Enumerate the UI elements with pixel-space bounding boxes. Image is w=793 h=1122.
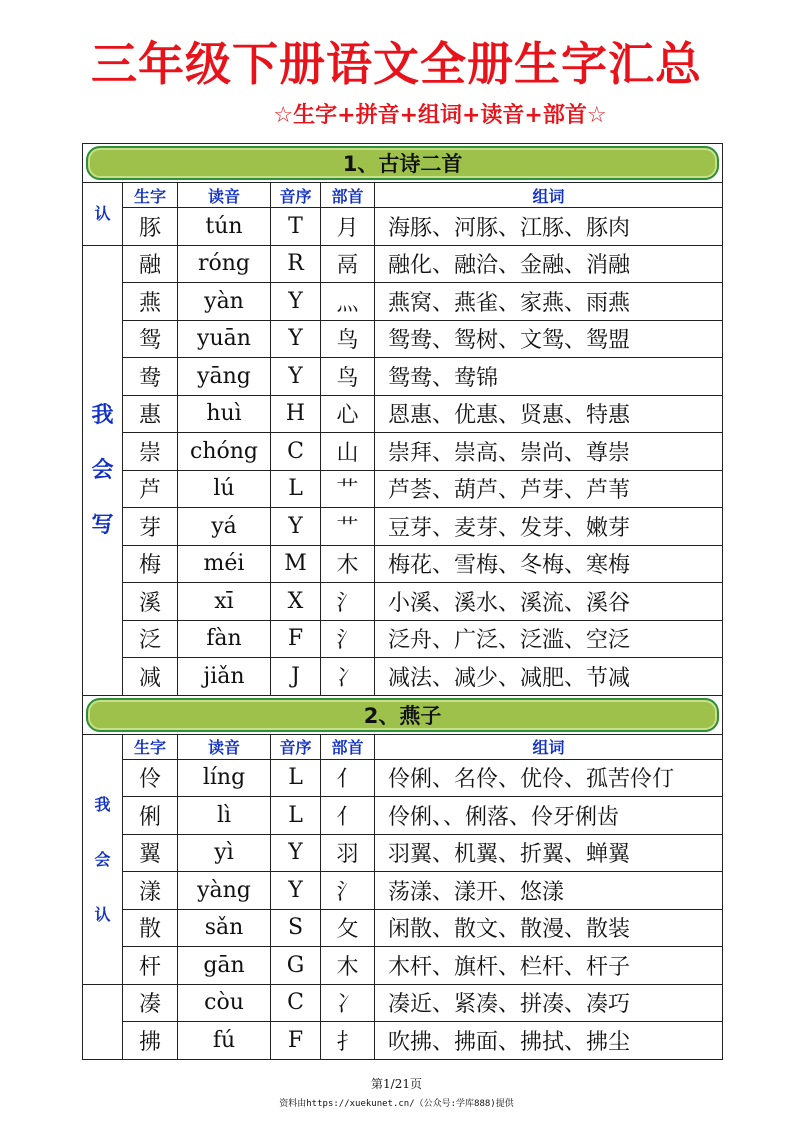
cell-pinyin: fú	[178, 1022, 271, 1060]
cell-order: Y	[271, 358, 321, 396]
cell-words: 伶俐、、俐落、伶牙俐齿	[375, 797, 723, 835]
cell-char: 鸯	[123, 358, 178, 396]
cell-order: G	[271, 947, 321, 985]
header-pinyin: 读音	[178, 183, 271, 208]
cell-char: 减	[123, 658, 178, 696]
cell-pinyin: méi	[178, 545, 271, 583]
cell-words: 闲散、散文、散漫、散装	[375, 909, 723, 947]
table-row	[83, 1022, 723, 1060]
category-char: 认	[94, 204, 111, 224]
cell-radical: 木	[321, 947, 375, 985]
cell-words: 羽翼、机翼、折翼、蝉翼	[375, 834, 723, 872]
table-row	[83, 470, 723, 508]
cell-char: 梅	[123, 545, 178, 583]
cell-words: 鸳鸯、鸳树、文鸳、鸳盟	[375, 320, 723, 358]
header-char: 生字	[123, 183, 178, 208]
cell-words: 伶俐、名伶、优伶、孤苦伶仃	[375, 759, 723, 797]
table-row	[83, 947, 723, 985]
cell-radical: 鸟	[321, 358, 375, 396]
cell-radical: 山	[321, 433, 375, 471]
cell-pinyin: xī	[178, 583, 271, 621]
cell-pinyin: jiǎn	[178, 658, 271, 696]
table-row	[83, 620, 723, 658]
cell-order: J	[271, 658, 321, 696]
category-char: 会	[91, 457, 114, 483]
cell-pinyin: yàn	[178, 283, 271, 321]
cell-char: 散	[123, 909, 178, 947]
header-order: 音序	[271, 734, 321, 759]
page-number: 第1/21页	[371, 1077, 422, 1091]
cell-words: 泛舟、广泛、泛滥、空泛	[375, 620, 723, 658]
cell-char: 溪	[123, 583, 178, 621]
cell-words: 小溪、溪水、溪流、溪谷	[375, 583, 723, 621]
cell-pinyin: líng	[178, 759, 271, 797]
cell-char: 崇	[123, 433, 178, 471]
table-row	[83, 797, 723, 835]
cell-words: 恩惠、优惠、贤惠、特惠	[375, 395, 723, 433]
header-pinyin: 读音	[178, 734, 271, 759]
cell-words: 芦荟、葫芦、芦芽、芦苇	[375, 470, 723, 508]
cell-radical: 心	[321, 395, 375, 433]
cell-radical: 鬲	[321, 245, 375, 283]
cell-words: 荡漾、漾开、悠漾	[375, 872, 723, 910]
cell-order: F	[271, 1022, 321, 1060]
cell-char: 杆	[123, 947, 178, 985]
lesson-banner-row	[83, 695, 723, 734]
cell-pinyin: yuān	[178, 320, 271, 358]
vocabulary-table	[82, 143, 723, 1060]
cell-words: 崇拜、崇高、崇尚、尊崇	[375, 433, 723, 471]
column-header-row	[83, 183, 723, 208]
table-row	[83, 872, 723, 910]
header-words: 组词	[375, 183, 723, 208]
cell-pinyin: chóng	[178, 433, 271, 471]
cell-order: R	[271, 245, 321, 283]
cell-pinyin: yàng	[178, 872, 271, 910]
category-char: 我	[94, 794, 111, 814]
table-row	[83, 759, 723, 797]
cell-words: 梅花、雪梅、冬梅、寒梅	[375, 545, 723, 583]
cell-char: 伶	[123, 759, 178, 797]
table-row	[83, 508, 723, 546]
cell-char: 凑	[123, 984, 178, 1022]
cell-radical: 氵	[321, 872, 375, 910]
category-label	[83, 984, 123, 1059]
lesson-title-banner: 1、古诗二首	[86, 146, 719, 180]
header-radical: 部首	[321, 734, 375, 759]
lesson-title-banner: 2、燕子	[86, 698, 719, 732]
table-row	[83, 909, 723, 947]
category-char: 认	[94, 904, 111, 924]
cell-words: 凑近、紧凑、拼凑、凑巧	[375, 984, 723, 1022]
category-char: 我	[91, 402, 114, 428]
table-row	[83, 320, 723, 358]
cell-pinyin: tún	[178, 208, 271, 246]
cell-order: T	[271, 208, 321, 246]
cell-order: H	[271, 395, 321, 433]
category-label	[83, 734, 123, 984]
table-row	[83, 658, 723, 696]
cell-radical: 氵	[321, 583, 375, 621]
cell-char: 芦	[123, 470, 178, 508]
header-char: 生字	[123, 734, 178, 759]
source-note: 资料由https://xuekunet.cn/（公众号:学库888)提供	[279, 1099, 514, 1109]
cell-pinyin: gān	[178, 947, 271, 985]
table-row	[83, 358, 723, 396]
table-row	[83, 984, 723, 1022]
cell-radical: 月	[321, 208, 375, 246]
column-header-row	[83, 734, 723, 759]
page-subtitle: ☆生字+拼音+组词+读音+部首☆	[273, 103, 607, 128]
lesson-banner-row	[83, 144, 723, 183]
cell-radical: 亻	[321, 759, 375, 797]
cell-words: 减法、减少、减肥、节减	[375, 658, 723, 696]
header-order: 音序	[271, 183, 321, 208]
cell-char: 融	[123, 245, 178, 283]
cell-char: 俐	[123, 797, 178, 835]
cell-order: Y	[271, 872, 321, 910]
cell-pinyin: sǎn	[178, 909, 271, 947]
cell-order: L	[271, 797, 321, 835]
cell-pinyin: fàn	[178, 620, 271, 658]
cell-char: 燕	[123, 283, 178, 321]
cell-order: Y	[271, 834, 321, 872]
cell-radical: 羽	[321, 834, 375, 872]
cell-radical: 灬	[321, 283, 375, 321]
table-row	[83, 583, 723, 621]
cell-radical: 扌	[321, 1022, 375, 1060]
cell-pinyin: còu	[178, 984, 271, 1022]
cell-words: 豆芽、麦芽、发芽、嫩芽	[375, 508, 723, 546]
category-label	[83, 245, 123, 695]
table-row	[83, 395, 723, 433]
cell-radical: 艹	[321, 508, 375, 546]
category-char: 写	[91, 512, 114, 538]
cell-order: M	[271, 545, 321, 583]
cell-char: 惠	[123, 395, 178, 433]
table-row	[83, 283, 723, 321]
table-row	[83, 834, 723, 872]
cell-char: 翼	[123, 834, 178, 872]
cell-pinyin: róng	[178, 245, 271, 283]
cell-order: Y	[271, 283, 321, 321]
cell-order: X	[271, 583, 321, 621]
header-radical: 部首	[321, 183, 375, 208]
cell-words: 木杆、旗杆、栏杆、杆子	[375, 947, 723, 985]
cell-pinyin: huì	[178, 395, 271, 433]
cell-char: 漾	[123, 872, 178, 910]
cell-order: L	[271, 759, 321, 797]
cell-radical: 攵	[321, 909, 375, 947]
cell-order: C	[271, 984, 321, 1022]
cell-words: 燕窝、燕雀、家燕、雨燕	[375, 283, 723, 321]
cell-char: 泛	[123, 620, 178, 658]
cell-words: 海豚、河豚、江豚、豚肉	[375, 208, 723, 246]
cell-pinyin: yá	[178, 508, 271, 546]
cell-order: C	[271, 433, 321, 471]
category-char: 会	[94, 849, 111, 869]
cell-order: Y	[271, 508, 321, 546]
cell-char: 拂	[123, 1022, 178, 1060]
table-row	[83, 245, 723, 283]
cell-words: 吹拂、拂面、拂拭、拂尘	[375, 1022, 723, 1060]
cell-pinyin: lú	[178, 470, 271, 508]
cell-order: Y	[271, 320, 321, 358]
cell-words: 融化、融洽、金融、消融	[375, 245, 723, 283]
cell-order: S	[271, 909, 321, 947]
cell-order: F	[271, 620, 321, 658]
cell-radical: 氵	[321, 620, 375, 658]
cell-radical: 木	[321, 545, 375, 583]
table-row	[83, 208, 723, 246]
cell-radical: 冫	[321, 658, 375, 696]
cell-words: 鸳鸯、鸯锦	[375, 358, 723, 396]
cell-order: L	[271, 470, 321, 508]
cell-char: 鸳	[123, 320, 178, 358]
page-title: 三年级下册语文全册生字汇总	[91, 37, 702, 91]
cell-pinyin: yāng	[178, 358, 271, 396]
cell-char: 芽	[123, 508, 178, 546]
cell-radical: 艹	[321, 470, 375, 508]
category-label	[83, 183, 123, 246]
table-row	[83, 433, 723, 471]
cell-pinyin: lì	[178, 797, 271, 835]
cell-pinyin: yì	[178, 834, 271, 872]
cell-radical: 鸟	[321, 320, 375, 358]
header-words: 组词	[375, 734, 723, 759]
cell-radical: 冫	[321, 984, 375, 1022]
table-row	[83, 545, 723, 583]
cell-char: 豚	[123, 208, 178, 246]
cell-radical: 亻	[321, 797, 375, 835]
